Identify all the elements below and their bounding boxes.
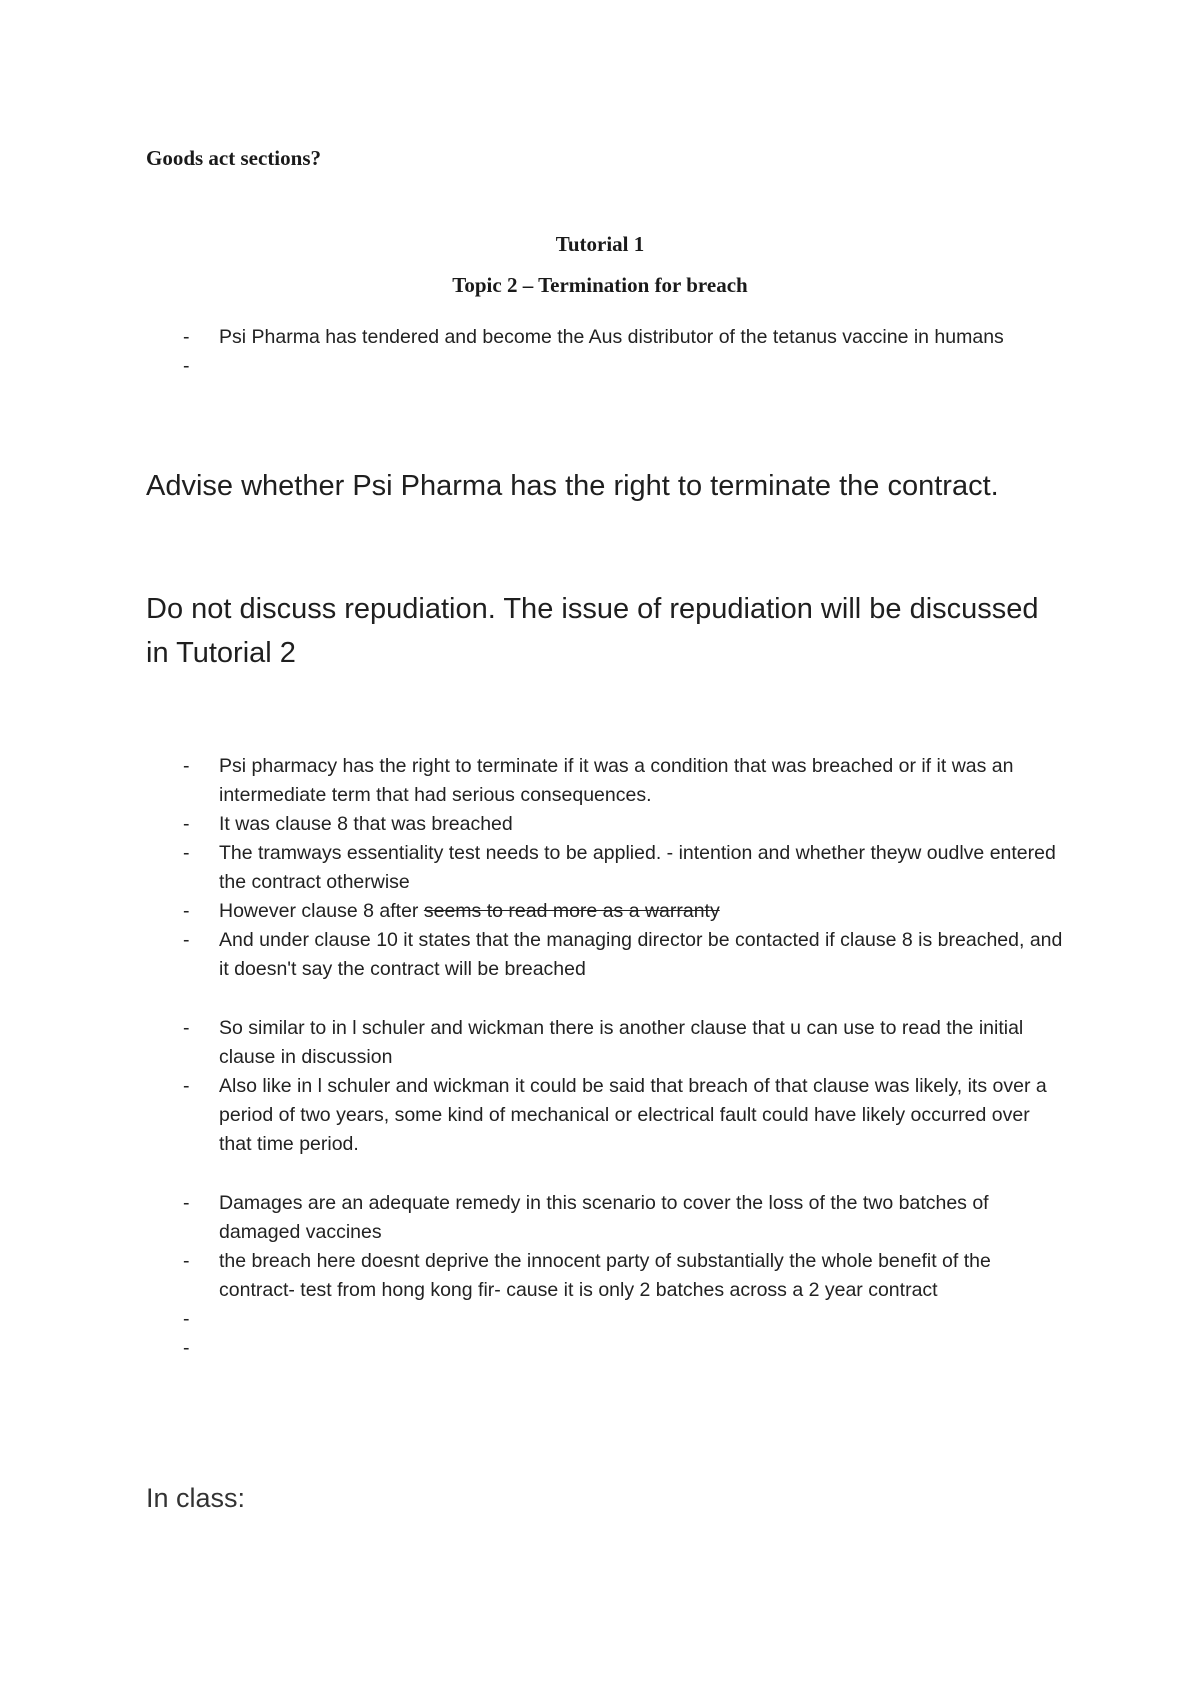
list-item-empty <box>183 1334 1063 1363</box>
answer-bullet-list <box>183 752 1063 1363</box>
paragraph-gap <box>183 1159 1063 1189</box>
list-item-empty <box>183 352 1063 381</box>
list-item-empty <box>183 1305 1063 1334</box>
tutorial-title: Tutorial 1 <box>555 232 645 256</box>
list-item: - Damages are an adequate remedy in this scenario to cover the loss of the two batches of damaged vaccines <box>183 1189 1063 1247</box>
list-item: - And under clause 10 it states that the managing director be contacted if clause 8 is breached, and it doesn't say the contract will be breached <box>183 926 1063 984</box>
topic-title: Topic 2 – Termination for breach <box>452 273 748 297</box>
intro-bullet-list <box>183 323 1063 381</box>
list-item: - the breach here doesnt deprive the innocent party of substantially the whole benefit of the contract- test from hong kong fir- cause it is only 2 batches across a 2 year contract <box>183 1247 1063 1305</box>
list-item: - It was clause 8 that was breached <box>183 810 1063 839</box>
in-class-heading: In class: <box>146 1483 246 1513</box>
struck-text: seems to read more as a warranty <box>423 900 720 922</box>
list-item: - Psi Pharma has tendered and become the Aus distributor of the tetanus vaccine in humans <box>183 323 1063 352</box>
list-item: - Also like in l schuler and wickman it could be said that breach of that clause was likely, its over a period of two years, some kind of mechanical or electrical fault could have likely occurred over that time period. <box>183 1072 1063 1159</box>
paragraph-gap <box>183 984 1063 1014</box>
question-repudiation-note: Do not discuss repudiation. The issue of repudiation will be discussed in Tutorial 2 <box>146 593 1039 669</box>
list-item: - So similar to in l schuler and wickman there is another clause that u can use to read the initial clause in discussion <box>183 1014 1063 1072</box>
list-item: - The tramways essentiality test needs to be applied. - intention and whether theyw oudlve entered the contract otherwise <box>183 839 1063 897</box>
list-item-struck <box>183 897 1063 926</box>
question-advise: Advise whether Psi Pharma has the right to terminate the contract. <box>146 470 999 502</box>
plain-text: However clause 8 after <box>219 900 424 922</box>
goods-act-heading: Goods act sections? <box>146 146 321 170</box>
list-item: - Psi pharmacy has the right to terminate if it was a condition that was breached or if it was an intermediate term that had serious consequences. <box>183 752 1063 810</box>
